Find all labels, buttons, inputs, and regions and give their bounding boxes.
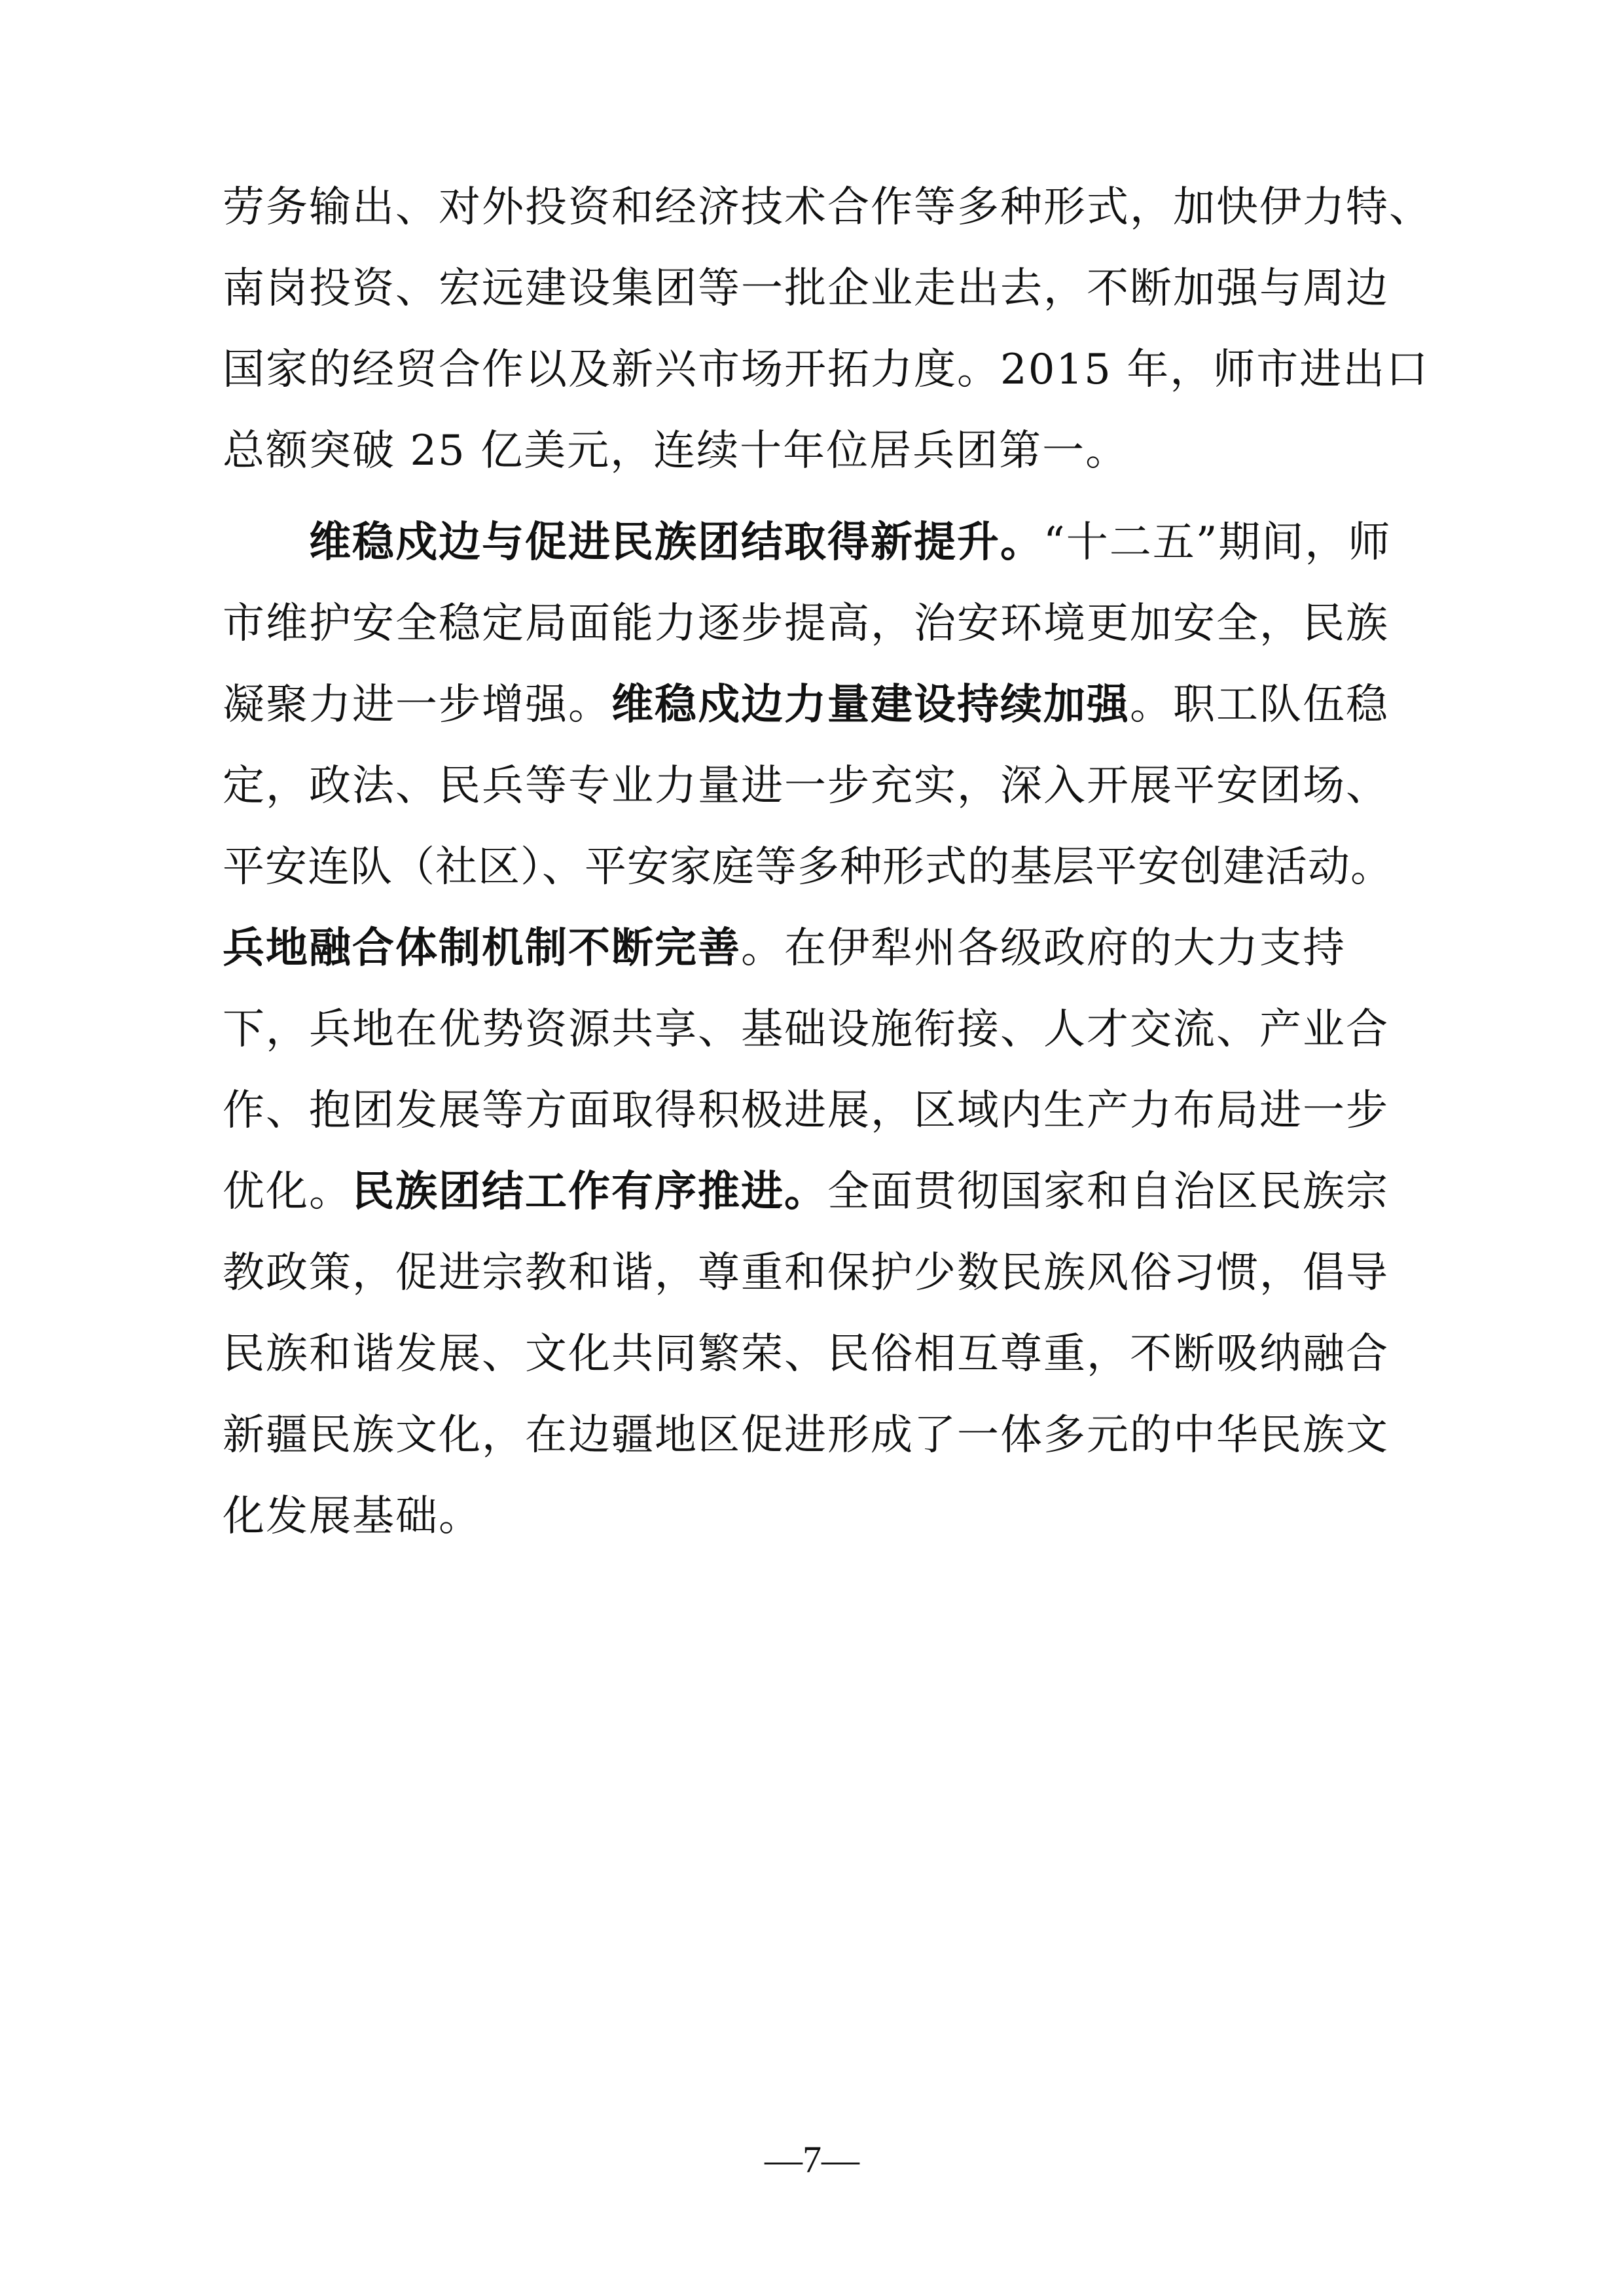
body-text-span: 总额突破 25 亿美元，连续十年位居兵团第一。 [223,427,1129,475]
text-line [223,989,1401,1070]
text-line [223,583,1401,664]
text-line [223,502,1401,583]
body-text-span: 教政策，促进宗教和谐，尊重和保护少数民族风俗习惯，倡导 [223,1249,1389,1297]
body-text-span: 下，兵地在优势资源共享、基础设施衔接、人才交流、产业合 [223,1005,1389,1054]
text-line [223,1151,1401,1232]
body-text-span: 。在伊犁州各级政府的大力支持 [741,924,1346,973]
text-line [223,410,1401,492]
body-text-span: 全面贯彻国家和自治区民族宗 [827,1168,1389,1216]
body-text-span: 作、抱团发展等方面取得积极进展，区域内生产力布局进一步 [223,1086,1389,1135]
body-text-span: 化发展基础。 [223,1492,482,1541]
text-line [223,745,1401,827]
text-line [223,167,1432,248]
bold-heading-text: 维稳戍边力量建设持续加强 [611,681,1130,729]
body-text-span: 平安连队（社区）、平安家庭等多种形式的基层平安创建活动。 [223,843,1393,891]
body-text-span: 优化。 [223,1168,352,1216]
paragraph [223,502,1401,1557]
text-line [223,1476,1401,1557]
text-line [223,329,1430,410]
text-line [223,908,1401,989]
body-text-span: 定，政法、民兵等专业力量进一步充实，深入开展平安团场、 [223,762,1389,810]
text-line [223,1395,1401,1476]
body-text-span: 国家的经贸合作以及新兴市场开拓力度。2015 年，师市进出口 [223,346,1430,394]
body-text [223,167,1432,1557]
text-line [223,248,1401,329]
body-text-span: 南岗投资、宏远建设集团等一批企业走出去，不断加强与周边 [223,264,1389,313]
body-text-span: 。职工队伍稳 [1130,681,1389,729]
paragraph [223,167,1432,492]
paragraph-gap [223,492,1401,502]
text-line [223,1314,1401,1395]
body-text-span [223,518,309,567]
body-text-span: 市维护安全稳定局面能力逐步提高，治安环境更加安全，民族 [223,600,1389,648]
text-line [223,664,1401,745]
bold-heading-text: 兵地融合体制机制不断完善 [223,924,741,973]
body-text-span: 凝聚力进一步增强。 [223,681,611,729]
body-text-span: 劳务输出、对外投资和经济技术合作等多种形式，加快伊力特、 [223,183,1432,232]
text-line [223,827,1401,908]
body-text-span: 民族和谐发展、文化共同繁荣、民俗相互尊重，不断吸纳融合 [223,1330,1389,1378]
body-text-span: 新疆民族文化，在边疆地区促进形成了一体多元的中华民族文 [223,1411,1389,1460]
bold-heading-text: 民族团结工作有序推进。 [352,1168,827,1216]
bold-heading-text: 维稳戍边与促进民族团结取得新提升。 [309,518,1043,567]
page-number: —7— [765,2138,859,2181]
body-text-span: “十二五”期间，师 [1043,518,1392,567]
text-line [223,1070,1401,1151]
text-line [223,1232,1401,1314]
